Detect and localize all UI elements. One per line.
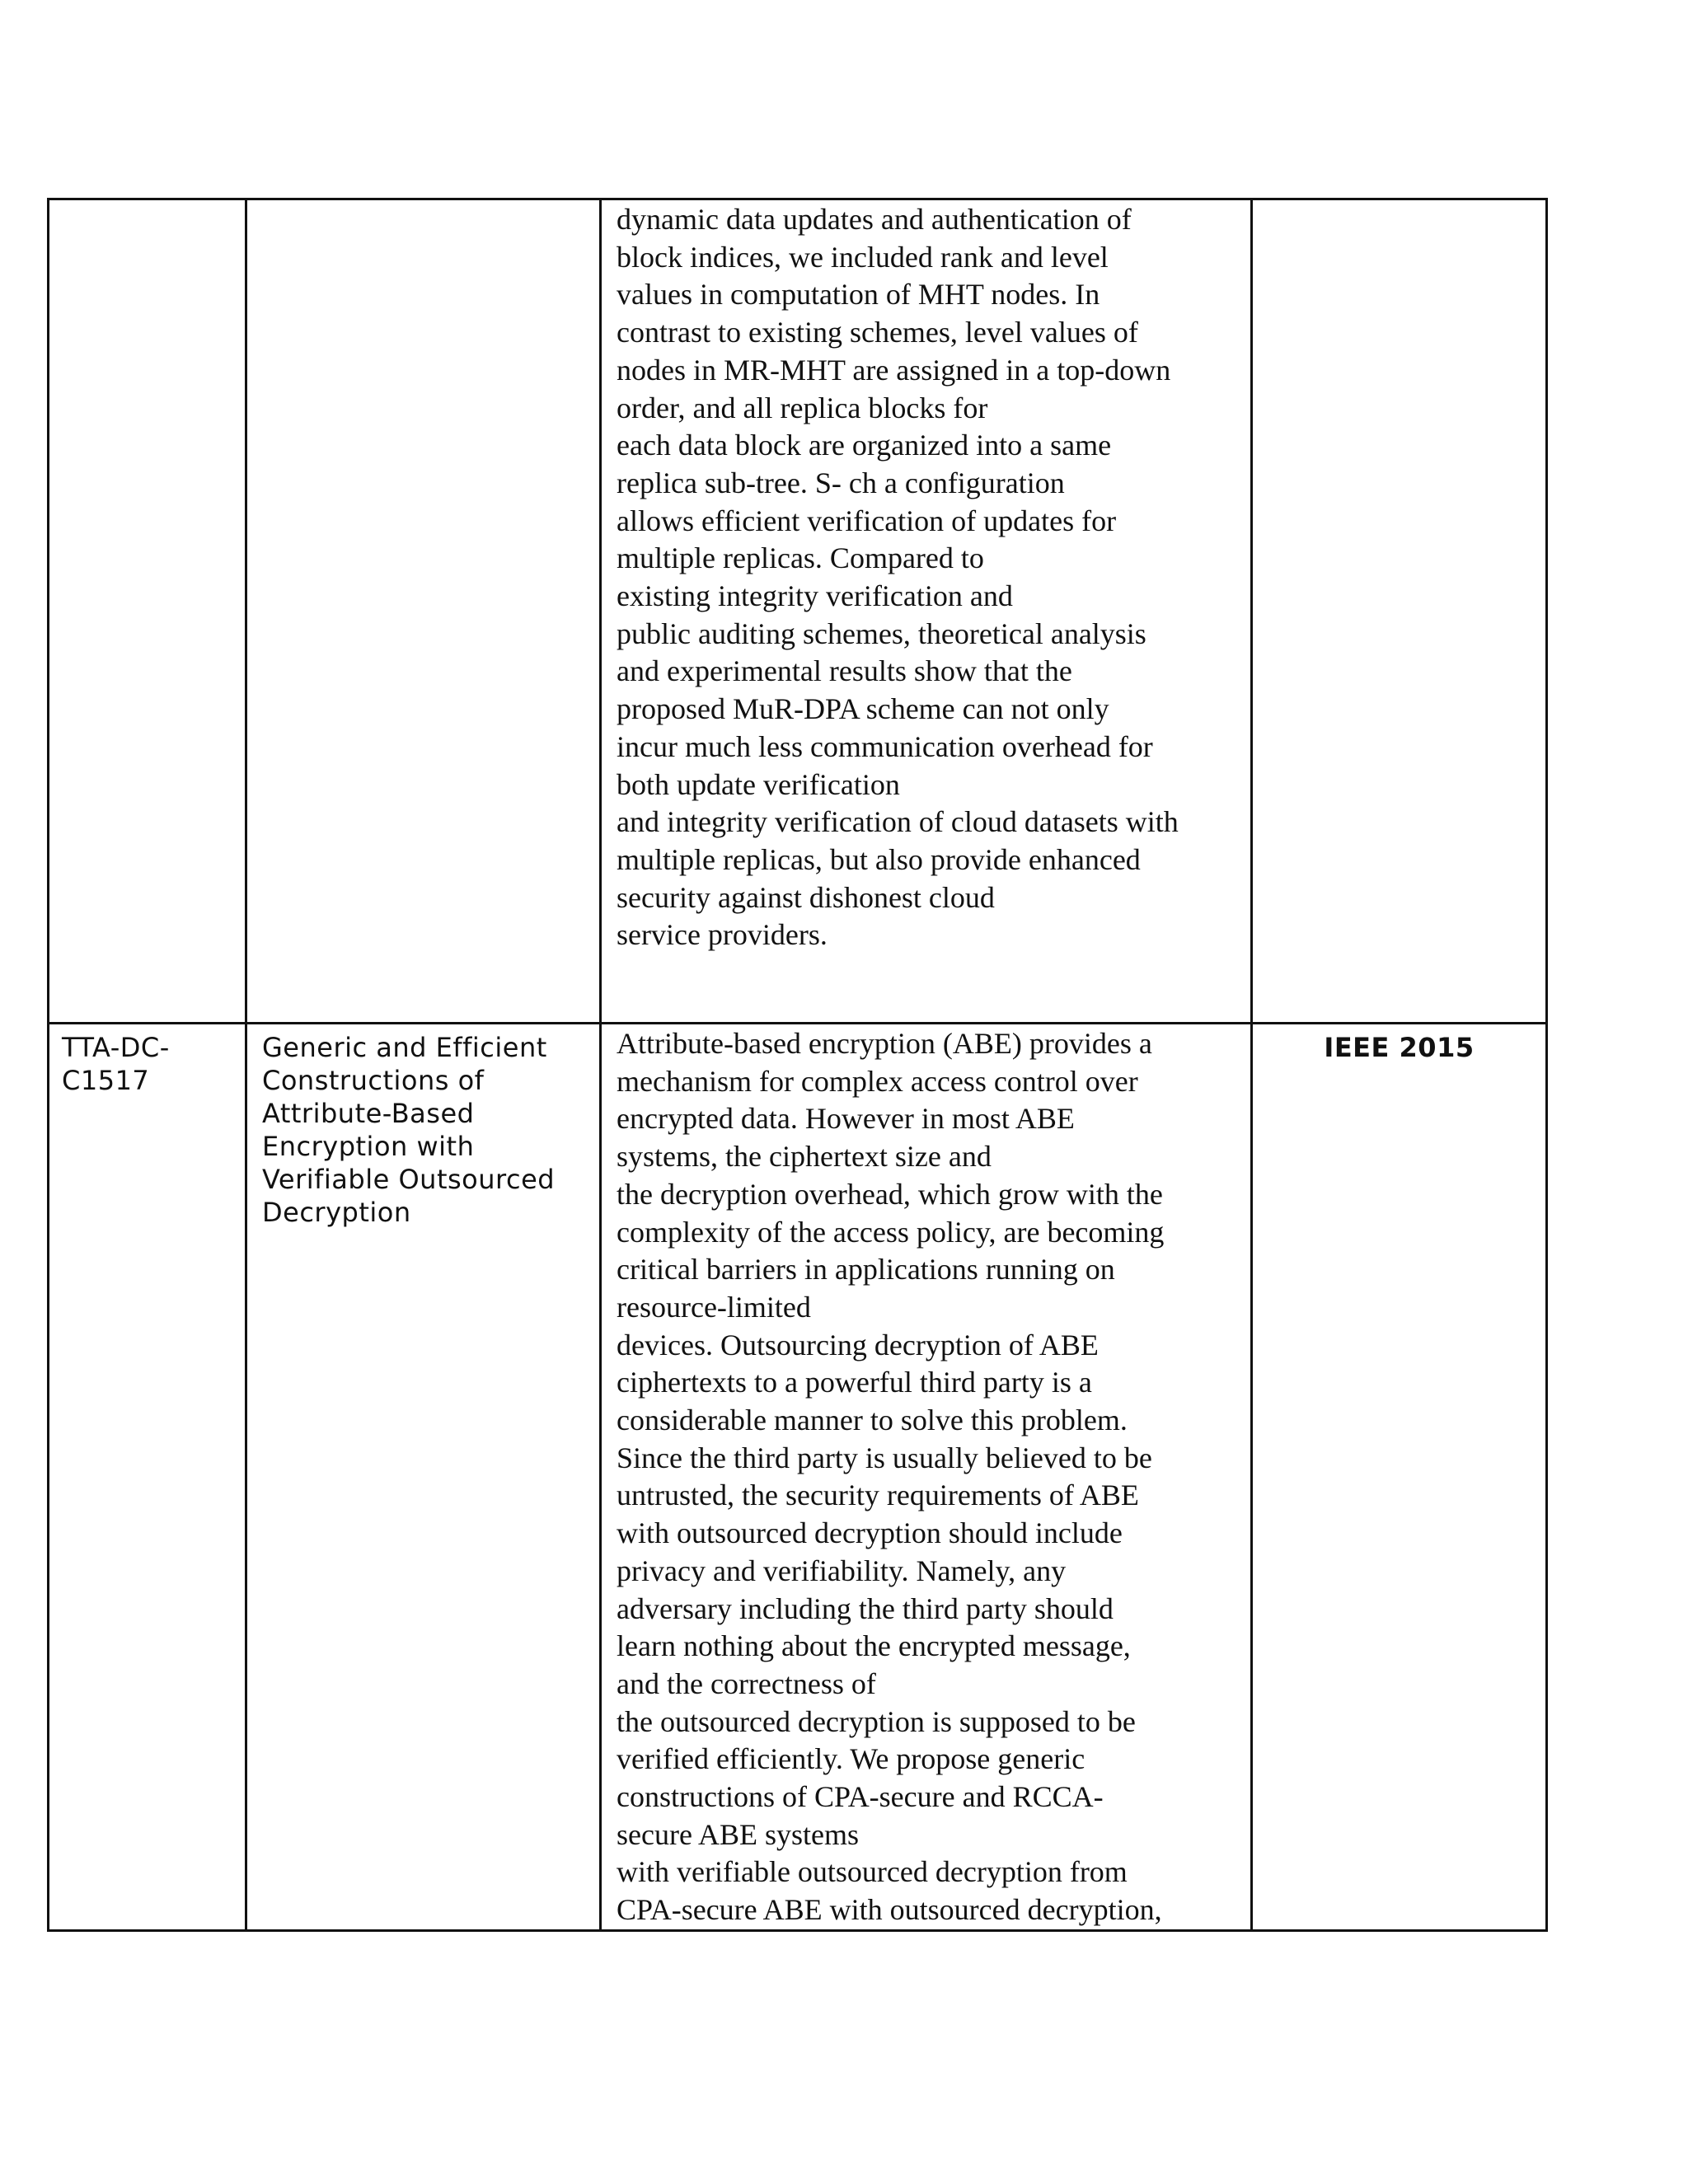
abstract-line: critical barriers in applications running on xyxy=(617,1253,1115,1286)
project-title-line: Verifiable Outsourced xyxy=(262,1164,556,1195)
abstract-line: values in computation of MHT nodes. In xyxy=(617,278,1100,312)
abstract-line: order, and all replica blocks for xyxy=(617,391,988,424)
abstract-line: and experimental results show that the xyxy=(617,654,1072,688)
abstract-line: multiple replicas, but also provide enhanced xyxy=(617,842,1141,876)
project-id-line: TTA-DC- xyxy=(62,1032,170,1063)
abstract-line: both update verification xyxy=(617,767,900,801)
project-title-line: Encryption with xyxy=(262,1131,475,1162)
abstract-line: considerable manner to solve this problem. xyxy=(617,1404,1128,1437)
abstract-cell xyxy=(601,1024,1252,1931)
abstract-line: Attribute-based encryption (ABE) provides a xyxy=(617,1027,1152,1060)
abstract-line: devices. Outsourcing decryption of ABE xyxy=(617,1328,1099,1361)
abstract-line: multiple replicas. Compared to xyxy=(617,541,984,575)
abstract-line: complexity of the access policy, are becoming xyxy=(617,1215,1165,1249)
project-title-cell xyxy=(246,199,601,1024)
abstract-line: CPA-secure ABE with outsourced decryption, xyxy=(617,1893,1162,1927)
abstract-line: incur much less communication overhead for xyxy=(617,729,1153,763)
abstract-line: Since the third party is usually believed to be xyxy=(617,1441,1152,1474)
document-table xyxy=(47,198,1548,1932)
abstract-line: each data block are organized into a same xyxy=(617,429,1112,462)
project-id-line: C1517 xyxy=(62,1065,150,1096)
project-title-line: Attribute-Based xyxy=(262,1098,475,1129)
abstract-line: the outsourced decryption is supposed to be xyxy=(617,1704,1136,1738)
abstract-line: resource-limited xyxy=(617,1290,811,1324)
project-title-line: Constructions of xyxy=(262,1065,485,1096)
year-cell xyxy=(1252,199,1547,1024)
abstract-text xyxy=(617,1024,1237,1929)
abstract-line: and the correctness of xyxy=(617,1666,876,1700)
abstract-line: proposed MuR-DPA scheme can not only xyxy=(617,692,1109,726)
abstract-line: secure ABE systems xyxy=(617,1817,859,1851)
abstract-line: systems, the ciphertext size and xyxy=(617,1140,992,1174)
abstract-line: service providers. xyxy=(617,918,828,952)
abstract-line: and integrity verification of cloud datasets with xyxy=(617,805,1179,839)
abstract-line: contrast to existing schemes, level values of xyxy=(617,316,1138,349)
abstract-line: block indices, we included rank and level xyxy=(617,240,1109,274)
abstract-line: ciphertexts to a powerful third party is a xyxy=(617,1366,1092,1399)
abstract-line: public auditing schemes, theoretical analysis xyxy=(617,616,1146,650)
abstract-line: security against dishonest cloud xyxy=(617,880,995,914)
abstract-line: encrypted data. However in most ABE xyxy=(617,1102,1075,1136)
publication-year: IEEE 2015 xyxy=(1324,1032,1475,1063)
abstract-line: nodes in MR-MHT are assigned in a top-down xyxy=(617,353,1171,387)
project-title-line: Decryption xyxy=(262,1197,411,1228)
abstract-line: allows efficient verification of updates for xyxy=(617,504,1117,537)
abstract-line: with outsourced decryption should include xyxy=(617,1516,1123,1550)
year-cell xyxy=(1252,1024,1547,1931)
abstract-line: adversary including the third party should xyxy=(617,1591,1114,1625)
abstract-line: learn nothing about the encrypted message, xyxy=(617,1629,1131,1663)
project-id-cell xyxy=(49,1024,246,1931)
abstract-text xyxy=(617,200,1237,954)
abstract-line: existing integrity verification and xyxy=(617,579,1013,613)
abstract-line: untrusted, the security requirements of ABE xyxy=(617,1479,1139,1512)
abstract-cell xyxy=(601,199,1252,1024)
abstract-line: the decryption overhead, which grow with the xyxy=(617,1177,1163,1211)
table-row xyxy=(49,199,1547,1024)
abstract-line: replica sub-tree. S- ch a configuration xyxy=(617,466,1065,499)
project-title-cell xyxy=(246,1024,601,1931)
abstract-line: mechanism for complex access control over xyxy=(617,1064,1138,1098)
abstract-line: verified efficiently. We propose generic xyxy=(617,1742,1085,1776)
abstract-line: dynamic data updates and authentication of xyxy=(617,203,1132,236)
abstract-line: constructions of CPA-secure and RCCA- xyxy=(617,1780,1104,1814)
abstract-line: with verifiable outsourced decryption from xyxy=(617,1855,1128,1889)
project-id-cell xyxy=(49,199,246,1024)
abstract-line: privacy and verifiability. Namely, any xyxy=(617,1554,1067,1587)
table-row xyxy=(49,1024,1547,1931)
project-title-line: Generic and Efficient xyxy=(262,1032,547,1063)
